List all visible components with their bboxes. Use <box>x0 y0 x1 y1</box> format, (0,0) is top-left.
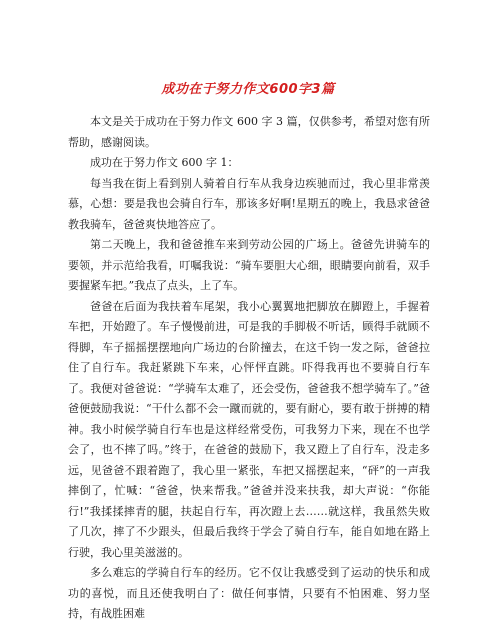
paragraph: 每当我在街上看到别人骑着自行车从我身边疾驰而过，我心里非常羡慕，心想：要是我也会骑自行车，那该多好啊!星期五的晚上，我恳求爸爸教我骑车，爸爸爽快地答应了。 <box>68 176 430 231</box>
page-title: 成功在于努力作文600字3篇 <box>161 82 335 97</box>
paragraph-essay-heading: 成功在于努力作文 600 字 1： <box>90 156 239 169</box>
paragraph-intro: 本文是关于成功在于努力作文 600 字 3 篇，仅供参考，希望对您有所帮助，感谢阅读。 <box>68 115 430 149</box>
paragraph: 爸爸在后面为我扶着车尾架，我小心翼翼地把脚放在脚蹬上，手握着车把，开始蹬了。车子慢慢前进，可是我的手脚极不听话，顾得手就顾不得脚，车子摇摇摆摆地向广场边的台阶撞去，在这千钧一发之际，爸爸拉住了自行车。我赶紧跳下车来，心怦怦直跳。吓得我再也不要骑自行车了。我便对爸爸说：“学骑车太难了，还会受伤，爸爸我不想学骑车了。”爸爸便鼓励我说：“干什么都不会一蹴而就的，要有耐心，要有敢于拼搏的精神。我小时候学骑自行车也是这样经常受伤，可我努力下来，现在不也学会了，也不摔了吗。”终于，在爸爸的鼓励下，我又蹬上了自行车，没走多远，见爸爸不跟着跑了，我心里一紧张，车把又摇摆起来，“砰”的一声我摔倒了，忙喊：“爸爸，快来帮我。”爸爸并没来扶我，却大声说：“你能行!”我揉揉摔青的腿，扶起自行车，再次蹬上去……就这样，我虽然失败了几次，摔了不少跟头，但最后我终于学会了骑自行车，能自如地在路上行驶，我心里美滋滋的。 <box>68 299 430 559</box>
paragraph: 多么难忘的学骑自行车的经历。它不仅让我感受到了运动的快乐和成功的喜悦，而且还使我明白了：做任何事情，只要有不怕困难、努力坚持，有战胜困难 <box>68 566 430 620</box>
document-body <box>68 112 430 625</box>
paragraph: 第二天晚上，我和爸爸推车来到劳动公园的广场上。爸爸先讲骑车的要领，并示范给我看，叮嘱我说：“骑车要胆大心细，眼睛要向前看，双手要握紧车把。”我点了点头，上了车。 <box>68 238 430 292</box>
